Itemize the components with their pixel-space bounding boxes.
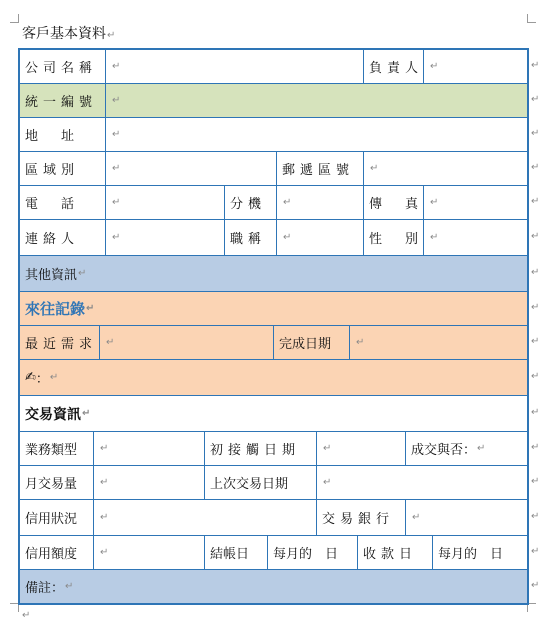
row-end-mark: ↵ (531, 162, 540, 173)
postal-field[interactable] (364, 152, 527, 186)
row-end-mark: ↵ (531, 546, 540, 557)
billing-day-field[interactable] (268, 536, 358, 570)
credit-limit-field[interactable] (94, 536, 205, 570)
bank-label (317, 500, 406, 536)
notes-row[interactable] (20, 360, 527, 396)
paragraph-mark: ↵ (112, 163, 121, 174)
row-end-mark: ↵ (531, 442, 540, 453)
paragraph-mark: ↵ (112, 197, 121, 208)
first-contact-label (205, 432, 317, 466)
label-text: 完成日期 (279, 337, 332, 352)
paragraph-mark: ↵ (356, 337, 365, 348)
label-text: 信用額度 (25, 547, 78, 562)
paragraph-mark: ↵ (430, 197, 439, 208)
label-text: 性 別 (369, 232, 424, 247)
page-corner-mark (527, 14, 536, 23)
paragraph-mark: ↵ (106, 337, 115, 348)
deal-status-field[interactable] (406, 432, 527, 466)
monthly-volume-field[interactable] (94, 466, 205, 500)
phone-label (20, 186, 106, 220)
row-end-mark: ↵ (531, 231, 540, 242)
tax-id-field[interactable] (106, 84, 527, 118)
postal-label (277, 152, 364, 186)
colon-text: ： (35, 372, 49, 387)
tax-id-label (20, 84, 106, 118)
row-end-mark: ↵ (531, 60, 540, 71)
billing-day-label (205, 536, 268, 570)
complete-date-field[interactable] (350, 326, 527, 360)
row-end-mark: ↵ (531, 196, 540, 207)
gender-field[interactable] (424, 220, 527, 256)
paragraph-mark: ↵ (323, 477, 332, 488)
recent-need-field[interactable] (100, 326, 274, 360)
credit-status-label (20, 500, 94, 536)
paragraph-mark: ↵ (49, 372, 59, 383)
label-text: 初接觸日期 (210, 443, 301, 458)
label-text: 成交與否： (411, 443, 477, 458)
document-end-mark: ↵ (22, 610, 31, 621)
fax-label (364, 186, 424, 220)
label-text: 信用狀況 (25, 512, 78, 527)
row-end-mark: ↵ (531, 336, 540, 347)
row-end-mark: ↵ (531, 407, 540, 418)
company-field[interactable] (106, 50, 364, 84)
paragraph-mark: ↵ (100, 443, 109, 454)
paragraph-mark: ↵ (65, 581, 74, 592)
section-text: 來往記錄 (25, 300, 86, 318)
document-title (22, 25, 115, 45)
job-title-label (225, 220, 277, 256)
label-text: 業務類型 (25, 443, 78, 458)
label-text: 最近需求 (25, 337, 98, 352)
row-end-mark: ↵ (531, 511, 540, 522)
row-end-mark: ↵ (531, 267, 540, 278)
paragraph-mark: ↵ (82, 408, 91, 419)
paragraph-mark: ↵ (370, 163, 379, 174)
business-type-field[interactable] (94, 432, 205, 466)
customer-form-table (18, 48, 529, 605)
label-text: 備註： (25, 581, 65, 596)
pen-icon: ✍ (25, 370, 36, 385)
label-text: 每月的 日 (273, 547, 339, 562)
label-text: 統一編號 (25, 95, 98, 110)
last-trade-field[interactable] (317, 466, 527, 500)
row-end-mark: ↵ (531, 128, 540, 139)
label-text: 每月的 日 (438, 547, 504, 562)
label-text: 收款日 (363, 547, 418, 562)
label-text: 上次交易日期 (210, 477, 289, 492)
label-text: 傳 真 (369, 197, 424, 212)
label-text: 電 話 (25, 197, 80, 212)
label-text: 地 址 (25, 129, 80, 144)
paragraph-mark: ↵ (112, 61, 121, 72)
paragraph-mark: ↵ (100, 547, 109, 558)
paragraph-mark: ↵ (430, 61, 439, 72)
phone-field[interactable] (106, 186, 225, 220)
label-text: 負責人 (369, 61, 424, 76)
paragraph-mark: ↵ (323, 443, 332, 454)
credit-limit-label (20, 536, 94, 570)
section-text: 其他資訊 (25, 268, 78, 283)
paragraph-mark: ↵ (112, 129, 121, 140)
page-corner-mark (10, 14, 19, 23)
contact-field[interactable] (106, 220, 225, 256)
credit-status-field[interactable] (94, 500, 317, 536)
label-text: 連絡人 (25, 232, 80, 247)
extension-label (225, 186, 277, 220)
label-text: 結帳日 (210, 547, 250, 562)
person-label (364, 50, 424, 84)
label-text: 區域別 (25, 163, 80, 178)
person-field[interactable] (424, 50, 527, 84)
region-label (20, 152, 106, 186)
label-text: 職稱 (230, 232, 267, 247)
paragraph-mark: ↵ (283, 232, 292, 243)
paragraph-mark: ↵ (78, 268, 87, 279)
row-end-mark: ↵ (531, 302, 540, 313)
section-text: 交易資訊 (25, 406, 81, 423)
address-field[interactable] (106, 118, 527, 152)
company-label (20, 50, 106, 84)
job-title-field[interactable] (277, 220, 364, 256)
label-text: 交易銀行 (322, 512, 395, 527)
history-section-title (20, 292, 527, 326)
recent-need-label (20, 326, 100, 360)
paragraph-mark: ↵ (283, 197, 292, 208)
payment-day-label (358, 536, 433, 570)
label-text: 月交易量 (25, 477, 78, 492)
other-info-header (20, 256, 527, 292)
label-text: 郵遞區號 (282, 163, 355, 178)
region-field[interactable] (106, 152, 277, 186)
gender-label (364, 220, 424, 256)
payment-day-field[interactable] (433, 536, 527, 570)
business-type-label (20, 432, 94, 466)
paragraph-mark: ↵ (412, 512, 421, 523)
label-text: 分機 (230, 197, 267, 212)
last-trade-label (205, 466, 317, 500)
paragraph-mark: ↵ (112, 232, 121, 243)
complete-date-label (274, 326, 350, 360)
row-end-mark: ↵ (531, 94, 540, 105)
paragraph-mark: ↵ (107, 30, 116, 41)
row-end-mark: ↵ (531, 580, 540, 591)
row-end-mark: ↵ (531, 476, 540, 487)
paragraph-mark: ↵ (112, 95, 121, 106)
first-contact-field[interactable] (317, 432, 406, 466)
contact-label (20, 220, 106, 256)
label-text: 公司名稱 (25, 61, 98, 76)
remarks-row[interactable] (20, 570, 527, 603)
paragraph-mark: ↵ (477, 443, 486, 454)
fax-field[interactable] (424, 186, 527, 220)
title-text: 客戶基本資料 (22, 26, 106, 42)
extension-field[interactable] (277, 186, 364, 220)
paragraph-mark: ↵ (430, 232, 439, 243)
monthly-volume-label (20, 466, 94, 500)
paragraph-mark: ↵ (100, 477, 109, 488)
paragraph-mark: ↵ (86, 303, 95, 314)
trade-section-title (20, 396, 527, 432)
paragraph-mark: ↵ (100, 512, 109, 523)
address-label (20, 118, 106, 152)
row-end-mark: ↵ (531, 371, 540, 382)
bank-field[interactable] (406, 500, 527, 536)
